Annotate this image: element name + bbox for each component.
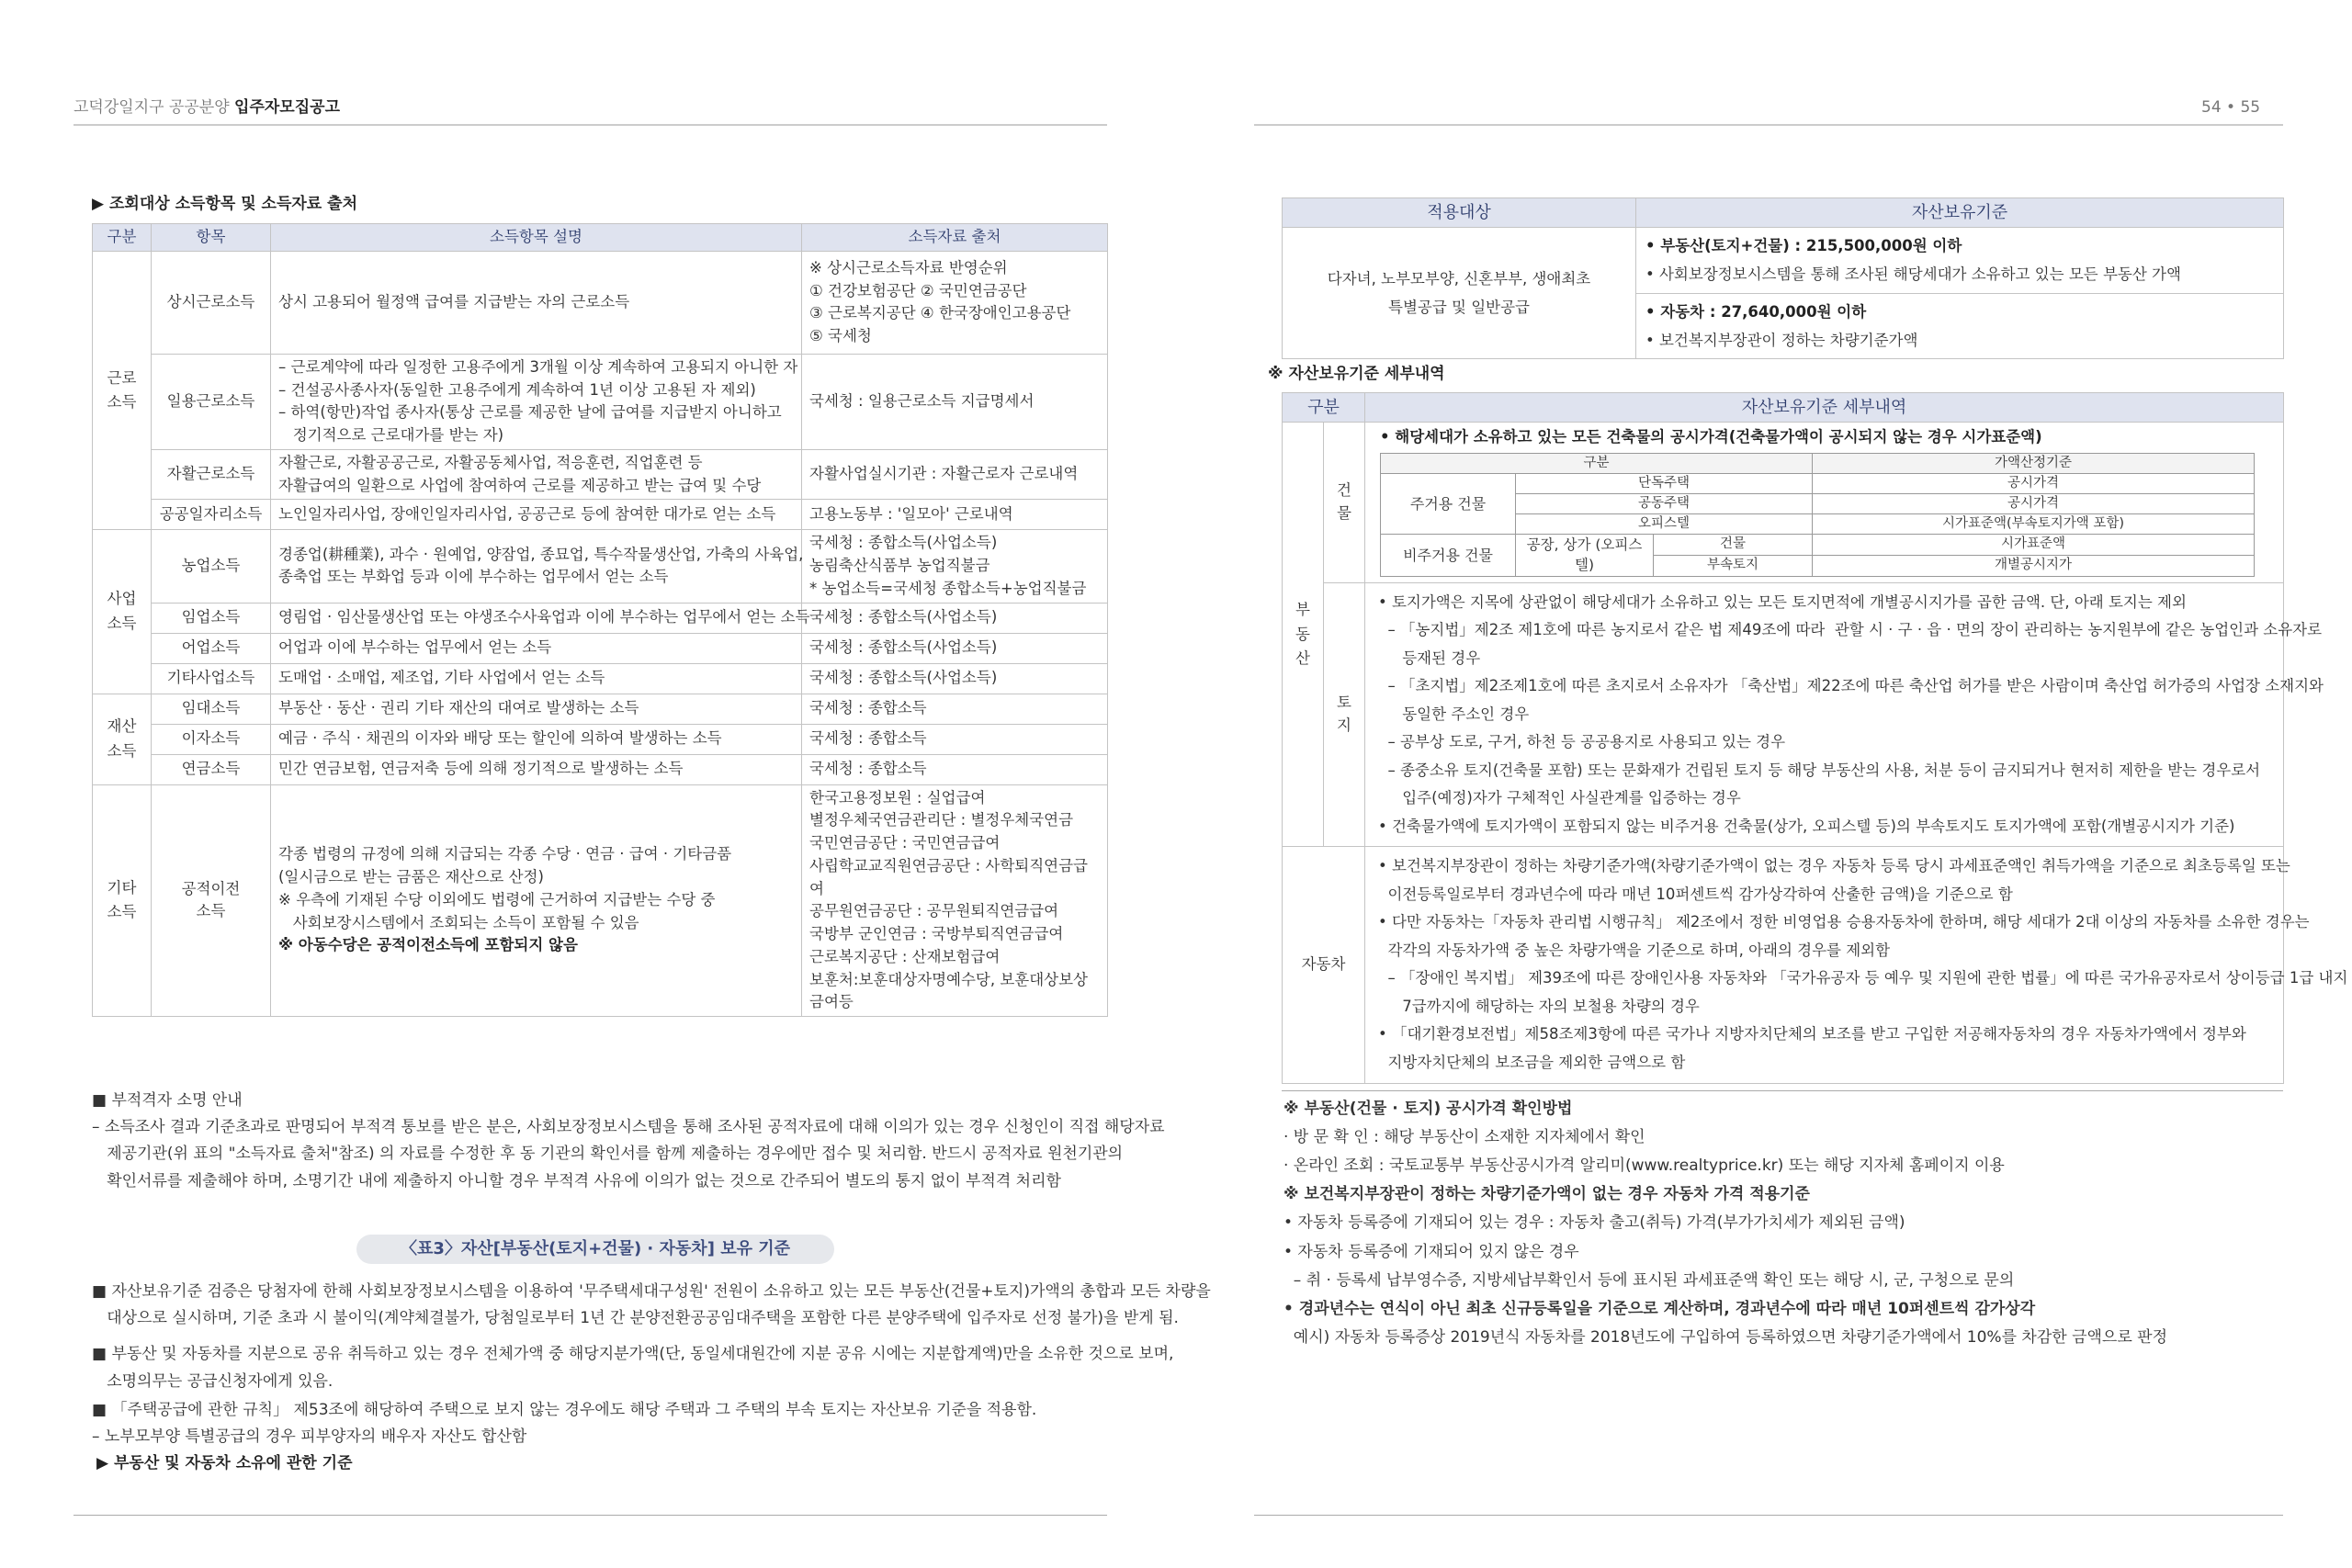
item-cell [152,663,271,694]
table-row [93,724,1108,754]
table3-title-chip [356,1235,834,1264]
asset-notes [1283,1095,2285,1352]
source-line: 국세청 : 종합소득(사업소득) [809,638,998,657]
source-cell [802,500,1108,530]
running-header [74,96,340,118]
description-line: 자활급여의 일환으로 사업에 참여하여 근로를 제공하고 받는 급여 및 수당 [278,476,762,494]
source-cell [802,354,1108,449]
source-cell [802,251,1108,354]
sub-col-type: 구분 [1381,453,1813,473]
land-label: 토지 [1324,582,1365,847]
col-description: 소득항목 설명 [271,224,802,252]
description-cell [271,663,802,694]
para-line: 소명의무는 공급신청자에게 있음. [92,1371,334,1391]
description-line: 영림업 · 임산물생산업 또는 야생조수사육업과 이에 부수하는 업무에서 얻는 소득 [278,608,810,626]
description-cell [271,754,802,784]
residential-basis: 시가표준액(부속토지가액 포함) [1813,513,2255,534]
nonresidential-label: 비주거용 건물 [1381,534,1516,576]
description-line: – 근로계약에 따라 일정한 고용주에게 3개월 이상 계속하여 고용되지 아니한 자 [278,357,798,376]
residential-basis: 공시가격 [1813,473,2255,493]
source-line: 자활사업실시기관 : 자활근로자 근로내역 [809,465,1079,483]
description-cell [271,603,810,633]
para-line: – 노부모부양 특별공급의 경우 피부양자의 배우자 자산도 합산함 [92,1427,527,1447]
car-limit: • 자동차 : 27,640,000원 이하 [1645,302,1867,321]
description-cell [271,633,802,663]
note-line: 예시) 자동차 등록증상 2019년식 자동차를 2018년도에 구입하여 등록하였으면 차량기준가액에서 10%를 차감한 금액으로 판정 [1283,1327,2168,1347]
source-line: 국세청 : 일용근로소득 지급명세서 [809,391,1035,410]
item-label: 임대소득 [181,699,241,717]
realestate-limit: • 부동산(토지+건물) : 215,500,000원 이하 [1645,237,1962,254]
col-detail: 자산보유기준 세부내역 [1365,393,2284,423]
realestate-criteria-cell [1636,228,2284,294]
source-line: ① 건강보험공단 ② 국민연금공단 [809,281,1027,299]
table-row [93,754,1108,784]
source-line: 한국고용정보원 : 실업급여 [809,788,986,807]
table3-title: 〈표3〉자산[부동산(토지+건물) · 자동차] 보유 기준 [356,1235,834,1264]
para-line: 대상으로 실시하며, 기준 초과 시 불이익(계약체결불가, 당첨일로부터 1년 간 분양전환공공임대주택을 포함한 다른 분양주택에 입주자로 선정 불가)을 받게 됨. [92,1309,1179,1328]
source-line: 국세청 : 종합소득 [809,729,927,748]
target-line: 다자녀, 노부모부양, 신혼부부, 생애최초 [1327,269,1591,288]
description-cell [271,251,802,354]
note-line: – 취 · 등록세 납부영수증, 지방세납부확인서 등에 표시된 과세표준액 확인 또는 해당 시, 군, 구청으로 문의 [1283,1270,2015,1290]
target-line: 특별공급 및 일반공급 [1388,299,1530,317]
category-label: 소득 [107,614,137,632]
car-line: 각각의 자동차가액 중 높은 차량가액을 기준으로 하며, 아래의 경우를 제외함 [1378,941,1891,959]
category-label: 재산 [107,717,137,736]
residential-basis: 공시가격 [1813,493,2255,513]
land-detail-cell [1365,582,2324,847]
col-division: 구분 [1283,393,1365,423]
land-line: 입주(예정)자가 구체적인 사실관계를 입증하는 경우 [1378,789,1741,807]
col-category: 구분 [93,224,152,252]
source-line: 별정우체국연금관리단 : 별정우체국연금 [809,811,1074,829]
asset-detail-table [1282,392,2348,1084]
item-cell [152,784,271,1017]
col-source: 소득자료 출처 [802,224,1108,252]
source-line: 국세청 : 종합소득 [809,699,927,717]
item-label: 농업소득 [181,557,241,574]
notice-title: ■ 부적격자 소명 안내 [92,1091,243,1110]
para-line: ■ 자산보유기준 검증은 당첨자에 한해 사회보장정보시스템을 이용하여 '무주택세대구성원' 전원이 소유하고 있는 모든 부동산(건물+토지)가액의 총합과 모든 차량을 [92,1282,1211,1301]
car-label: 자동차 [1283,847,1365,1083]
item-label: 이자소득 [181,729,241,748]
description-line: ※ 우측에 기재된 수당 이외에도 법령에 근거하여 지급받는 수당 중 [278,890,716,908]
item-cell [152,694,271,724]
table-row [93,500,1108,530]
header-title: 입주자모집공고 [234,98,340,117]
source-cell [802,530,1108,603]
source-line: 국세청 : 종합소득 [809,760,927,778]
source-cell [802,724,1108,754]
source-line: ③ 근로복지공단 ④ 한국장애인고용공단 [809,304,1071,322]
category-label: 사업 [107,590,137,608]
description-cell [271,724,802,754]
source-cell [802,449,1108,500]
item-label: 자활근로소득 [166,465,255,483]
land-line: 동일한 주소인 경우 [1378,705,1530,723]
building-detail-cell [1365,423,2284,583]
residential-type: 오피스텔 [1516,513,1813,534]
car-line: • 보건복지부장관이 정하는 차량기준가액(차량기준가액이 없는 경우 자동차 등록 당시 과세표준액인 취득가액을 기준으로 최초등록일 또는 [1378,857,2290,875]
item-cell [152,354,271,449]
item-label: 상시근로소득 [166,292,255,310]
table-row [93,603,1108,633]
note-line: • 경과년수는 연식이 아닌 최초 신규등록일을 기준으로 계산하며, 경과년수에 따라 매년 10퍼센트씩 감가상각 [1283,1299,2036,1318]
table-row [93,633,1108,663]
source-line: 국방부 군인연금 : 국방부퇴직연금급여 [809,925,1064,942]
sub-col-basis: 가액산정기준 [1813,453,2255,473]
description-cell [271,530,802,603]
label-char: 동 [1295,625,1310,643]
residential-label: 주거용 건물 [1381,473,1516,534]
land-line: • 토지가액은 지목에 상관없이 해당세대가 소유하고 있는 모든 토지면적에 개별공시지가를 곱한 금액. 단, 아래 토지는 제외 [1378,592,2187,611]
asset-detail-section-title: ※ 자산보유기준 세부내역 [1268,365,1445,383]
item-cell [152,251,271,354]
building-heading: • 해당세대가 소유하고 있는 모든 건축물의 공시가격(건축물가액이 공시되지 않는 경우 시가표준액) [1380,428,2042,446]
header-prefix: 고덕강일지구 공공분양 [74,98,230,117]
item-label: 기타사업소득 [166,669,255,687]
para-line: ■ 「주택공급에 관한 규칙」 제53조에 해당하여 주택으로 보지 않는 경우에도 해당 주택과 그 주택의 부속 토지는 자산보유 기준을 적용함. [92,1400,1037,1419]
income-table [92,223,1108,1017]
description-cell [271,694,802,724]
item-cell [152,633,271,663]
label-char: 부 [1295,601,1310,619]
description-line: 경종업(耕種業), 과수 · 원예업, 양잠업, 종묘업, 특수작물생산업, 가축의 사육업, [278,545,804,563]
source-line: 공무원연금공단 : 공무원퇴직연금급여 [809,902,1059,920]
table-row [93,449,1108,500]
table-row [93,694,1108,724]
item-label: 임업소득 [181,608,241,626]
note-line: · 온라인 조회 : 국토교통부 부동산공시가격 알리미(www.realtyprice.kr) 또는 해당 지자체 홈페이지 이용 [1283,1156,2005,1176]
footer-rule-left [74,1515,1107,1516]
category-label: 소득 [107,393,137,411]
nonresidential-part: 부속토지 [1654,555,1813,576]
land-line: – 공부상 도로, 구거, 하천 등 공공용지로 사용되고 있는 경우 [1378,733,1786,751]
description-line: 예금 · 주식 · 채권의 이자와 배당 또는 할인에 의하여 발생하는 소득 [278,729,722,748]
source-line: 근로복지공단 : 산재보험급여 [809,947,1001,965]
item-cell [152,500,271,530]
note-line: · 방 문 확 인 : 해당 부동산이 소재한 지자체에서 확인 [1283,1128,1645,1147]
residential-type: 공동주택 [1516,493,1813,513]
description-line: 정기적으로 근로대가를 받는 자) [278,426,504,444]
residential-type: 단독주택 [1516,473,1813,493]
description-line: 도매업 · 소매업, 제조업, 기타 사업에서 얻는 소득 [278,669,605,687]
table-row [93,251,1108,354]
building-label: 건물 [1324,423,1365,583]
source-cell [802,633,1108,663]
note-line: • 자동차 등록증에 기재되어 있지 않은 경우 [1283,1242,1579,1261]
item-label: 공공일자리소득 [159,504,263,523]
source-line: ※ 상시근로소득자료 반영순위 [809,258,1008,276]
description-line: 어업과 이에 부수하는 업무에서 얻는 소득 [278,638,552,657]
category-cell [93,784,152,1017]
description-line-bold: ※ 아동수당은 공적이전소득에 포함되지 않음 [278,936,578,954]
car-line: • 「대기환경보전법」제58조제3항에 따른 국가나 지방자치단체의 보조를 받고 구입한 저공해자동차의 경우 자동차가액에서 정부와 [1378,1025,2246,1043]
description-cell [271,449,802,500]
source-line: ⑤ 국세청 [809,327,872,344]
nonresidential-type: 공장, 상가 (오피스텔) [1516,534,1654,576]
description-line: – 하역(항만)작업 종사자(통상 근로를 제공한 날에 급여를 지급받지 아니하고 [278,403,782,422]
header-rule-right [1254,124,2283,126]
source-line: 국민연금공단 : 국민연금급여 [809,834,1001,852]
category-cell [93,251,152,530]
land-line: 등재된 경우 [1378,649,1481,667]
para-line: ■ 부동산 및 자동차를 지분으로 공유 취득하고 있는 경우 전체가액 중 해당지분가액(단, 동일세대원간에 지분 공유 시에는 지분합계액)만을 소유한 것으로 보며, [92,1345,1174,1364]
item-label: 일용근로소득 [166,391,255,410]
asset-criteria-table [1282,197,2284,359]
note-line: ※ 부동산(건물 · 토지) 공시가격 확인방법 [1283,1100,1573,1118]
description-cell [271,784,802,1017]
item-cell [152,754,271,784]
item-cell [152,449,271,500]
source-line: 농림축산식품부 농업직불금 [809,557,990,574]
description-line: 노인일자리사업, 장애인일자리사업, 공공근로 등에 참여한 대가로 얻는 소득 [278,504,776,523]
nonresidential-basis: 개별공시지가 [1813,555,2255,576]
source-line: 보훈처:보훈대상자명예수당, 보훈대상보상금여등 [809,970,1088,1011]
header-rule-left [74,124,1107,126]
item-label: 공적이전 [181,879,241,897]
page-numbers: 54 • 55 [2201,98,2261,117]
item-label: 어업소득 [181,638,241,657]
realestate-label [1283,423,1324,847]
item-label: 소득 [196,902,226,920]
source-line: * 농업소득=국세청 종합소득+농업직불금 [809,579,1087,597]
description-cell [271,354,802,449]
source-line: 사립학교교직원연금공단 : 사학퇴직연금급여 [809,856,1088,897]
source-line: 국세청 : 종합소득(사업소득) [809,669,998,687]
item-cell [152,603,271,633]
table-row [93,784,1108,1017]
nonresidential-part: 건물 [1654,534,1813,555]
category-label: 기타 [107,878,137,897]
description-line: 각종 법령의 규정에 의해 지급되는 각종 수당 · 연금 · 급여 · 기타금품 [278,845,732,863]
land-line: – 종중소유 토지(건축물 포함) 또는 문화재가 건립된 토지 등 해당 부동산의 사용, 처분 등이 금지되거나 현저히 제한을 받는 경우로서 [1378,761,2261,779]
item-label: 연금소득 [181,760,241,778]
category-cell [93,694,152,784]
source-cell [802,663,1108,694]
description-line: 부동산 · 동산 · 권리 기타 재산의 대여로 발생하는 소득 [278,699,639,717]
land-line: – 「농지법」제2조 제1호에 따른 농지로서 같은 법 제49조에 따라 관할 시 · 구 · 읍 · 면의 장이 관리하는 농지원부에 같은 농업인과 소유자로 [1378,621,2323,639]
source-line: 국세청 : 종합소득(사업소득) [809,608,998,626]
col-criteria: 자산보유기준 [1636,198,2284,228]
category-label: 소득 [107,903,137,921]
building-valuation-table [1380,453,2255,577]
nonresidential-basis: 시가표준액 [1813,534,2255,555]
footer-rule-right [1254,1515,2283,1516]
table-row [93,663,1108,694]
car-line: 지방자치단체의 보조금을 제외한 금액으로 함 [1378,1054,1686,1071]
car-line: – 「장애인 복지법」 제39조에 따른 장애인사용 자동차와 「국가유공자 등 예우 및 지원에 관한 법률」에 따른 국가유공자로서 상이등급 1급 내지 [1378,969,2348,987]
asset-criteria-paragraphs [92,1279,1211,1475]
description-line: 자활근로, 자활공공근로, 자활공동체사업, 적응훈련, 직업훈련 등 [278,453,703,471]
source-line: 고용노동부 : '일모아' 근로내역 [809,504,1013,523]
realestate-car-subsection: ▶ 부동산 및 자동차 소유에 관한 기준 [96,1454,353,1473]
land-line: – 「초지법」제2조제1호에 따른 초지로서 소유자가 「축산법」제22조에 따른 축산업 허가를 받은 사람이며 축산업 허가증의 사업장 소재지와 [1378,677,2324,695]
description-line: – 건설공사종사자(동일한 고용주에게 계속하여 1년 이상 고용된 자 제외) [278,380,756,399]
description-cell [271,500,802,530]
category-label: 근로 [107,368,137,387]
notice-line: – 소득조사 결과 기준초과로 판명되어 부적격 통보를 받은 분은, 사회보장정보시스템을 통해 조사된 공적자료에 대해 이의가 있는 경우 신청인이 직접 해당자료 [92,1118,1165,1137]
source-cell [802,694,1108,724]
source-cell [802,784,1108,1017]
car-note: • 보건복지부장관이 정하는 차량기준가액 [1645,332,1918,350]
category-cell [93,530,152,694]
item-cell [152,724,271,754]
description-line: 종축업 또는 부화업 등과 이에 부수하는 업무에서 얻는 소득 [278,568,669,586]
description-line: 상시 고용되어 월정액 급여를 지급받는 자의 근로소득 [278,292,630,310]
note-line: ※ 보건복지부장관이 정하는 차량기준가액이 없는 경우 자동차 가격 적용기준 [1283,1185,1810,1204]
car-line: 7급까지에 해당하는 자의 보철용 차량의 경우 [1378,997,1700,1015]
realestate-note: • 사회보장정보시스템을 통해 조사된 해당세대가 소유하고 있는 모든 부동산 가액 [1645,265,2181,284]
description-line: 사회보장시스템에서 조회되는 소득이 포함될 수 있음 [278,913,639,931]
item-cell [152,530,271,603]
col-item: 항목 [152,224,271,252]
notice-line: 제공기관(위 표의 "소득자료 출처"참조) 의 자료를 수정한 후 동 기관의 확인서를 함께 제출하는 경우에만 접수 및 처리함. 반드시 공적자료 원천기관의 [92,1145,1124,1164]
description-line: (일시금으로 받는 금품은 재산으로 산정) [278,868,544,886]
land-line: • 건축물가액에 토지가액이 포함되지 않는 비주거용 건축물(상가, 오피스텔 등)의 부속토지도 토지가액에 포함(개별공시지가 기준) [1378,817,2235,835]
source-cell [802,754,1108,784]
car-line: • 다만 자동차는「자동차 관리법 시행규칙」 제2조에서 정한 비영업용 승용자동차에 한하며, 해당 세대가 2대 이상의 자동차를 소유한 경우는 [1378,913,2310,931]
car-detail-cell [1365,847,2348,1083]
notice-line: 확인서류를 제출해야 하며, 소명기간 내에 제출하지 아니할 경우 부적격 사유에 이의가 없는 것으로 간주되어 별도의 통지 없이 부적격 처리함 [92,1171,1061,1190]
category-label: 소득 [107,741,137,760]
table-row [93,354,1108,449]
car-criteria-cell [1636,293,2284,359]
table-row [93,530,1108,603]
notes-top-rule [1282,1090,2283,1091]
income-section-title: ▶ 조회대상 소득항목 및 소득자료 출처 [92,195,357,213]
note-line: • 자동차 등록증에 기재되어 있는 경우 : 자동차 출고(취득) 가격(부가가치세가 제외된 금액) [1283,1213,1905,1233]
col-target: 적용대상 [1283,198,1636,228]
source-cell [802,603,1108,633]
target-cell [1283,228,1636,359]
source-line: 국세청 : 종합소득(사업소득) [809,534,998,552]
car-line: 이전등록일로부터 경과년수에 따라 매년 10퍼센트씩 감가상각하여 산출한 금액)을 기준으로 함 [1378,885,2013,903]
label-char: 산 [1295,649,1310,667]
notice-block [92,1088,1165,1195]
description-line: 민간 연금보험, 연금저축 등에 의해 정기적으로 발생하는 소득 [278,760,684,778]
